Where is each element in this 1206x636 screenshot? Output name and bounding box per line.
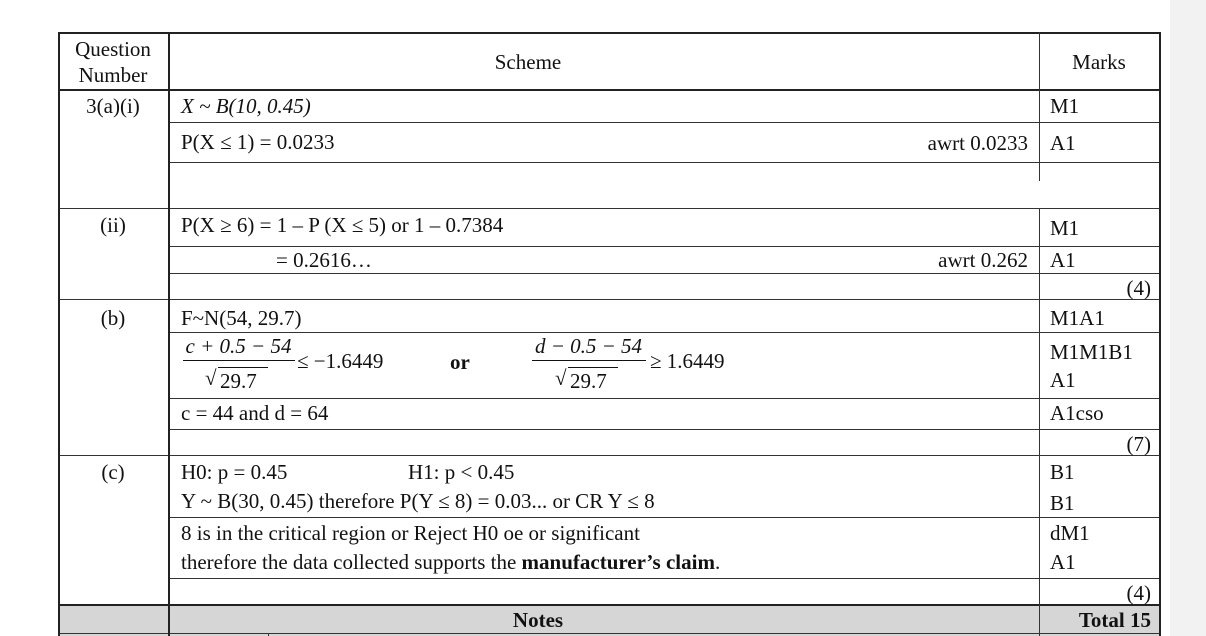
mark: A1cso [1050,401,1104,425]
relation: ≥ 1.6449 [650,349,725,373]
mark: B1 [1050,491,1075,515]
header-question-number: Question Number [75,37,151,87]
header-bottom-border [58,89,1160,91]
mark: A1 [1050,550,1076,574]
fraction-numerator: d − 0.5 − 54 [534,334,643,358]
header-marks: Marks [1072,50,1126,74]
mark: M1 [1050,216,1080,240]
row-line [168,273,1160,274]
mark: A1 [1050,368,1076,392]
sqrt-icon: √ [555,366,567,390]
mark: dM1 [1050,521,1090,545]
relation: ≤ −1.6449 [297,349,384,373]
conclusion-period: . [714,550,721,574]
conclusion-bold-text: manufacturer’s claim [521,550,715,574]
mark: M1M1B1 [1050,340,1133,364]
row-line [168,429,1160,430]
section-total: (4) [1126,276,1151,300]
row-line [168,122,1160,123]
table-right-border [1159,32,1161,636]
header-scheme: Scheme [494,50,562,74]
question-number-3ai: 3(a)(i) [86,94,140,118]
row-line [168,246,1160,247]
null-hypothesis: H0: p = 0.45 [181,460,288,484]
notes-top-border [58,604,1160,606]
column-divider [1039,208,1040,636]
table-left-border [58,32,60,636]
conclusion-text: therefore the data collected supports the [181,550,522,574]
scheme-line: 8 is in the critical region or Reject H0 oe or significant [181,521,640,545]
sqrt-overline [568,367,618,368]
section-total: (7) [1126,432,1151,456]
section-line [58,208,1160,209]
scheme-note: awrt 0.0233 [927,131,1028,155]
fraction-denominator: 29.7 [220,369,257,393]
question-number-ii: (ii) [100,213,126,237]
scheme-line: X ~ B(10, 0.45) [181,94,311,118]
fraction-bar [532,360,646,361]
row-line [168,517,1160,518]
question-number-c: (c) [101,460,125,484]
sqrt-icon: √ [205,366,217,390]
scheme-line: P(X ≤ 1) = 0.0233 [181,130,335,154]
row-line [168,398,1160,399]
or-label: or [450,350,470,374]
sqrt-overline [218,367,268,368]
grand-total: Total 15 [1078,608,1151,632]
fraction-bar [183,360,295,361]
row-line [168,578,1160,579]
mark: A1 [1050,131,1076,155]
notes-bottom-border [58,633,1160,634]
table-top-border [58,32,1160,34]
section-line [58,299,1160,300]
mark: M1A1 [1050,306,1105,330]
scheme-line: Y ~ B(30, 0.45) therefore P(Y ≤ 8) = 0.03... or CR Y ≤ 8 [181,489,655,513]
fraction-denominator: 29.7 [570,369,607,393]
scheme-line-conclusion [181,550,720,574]
section-total: (4) [1126,581,1151,605]
scheme-line: c = 44 and d = 64 [181,401,329,425]
scheme-note: awrt 0.262 [938,248,1028,272]
section-line [58,455,1160,456]
alternative-hypothesis: H1: p < 0.45 [408,460,515,484]
column-divider [168,32,170,636]
question-number-b: (b) [100,306,126,330]
scheme-line: F~N(54, 29.7) [181,306,302,330]
notes-label: Notes [512,608,564,632]
row-line [168,162,1160,163]
row-line [168,332,1160,333]
mark: B1 [1050,460,1075,484]
mark: M1 [1050,94,1080,118]
mark: A1 [1050,248,1076,272]
scheme-line: P(X ≥ 6) = 1 – P (X ≤ 5) or 1 – 0.7384 [181,213,504,237]
fraction-numerator: c + 0.5 − 54 [185,334,292,358]
scheme-line: = 0.2616… [276,248,372,272]
